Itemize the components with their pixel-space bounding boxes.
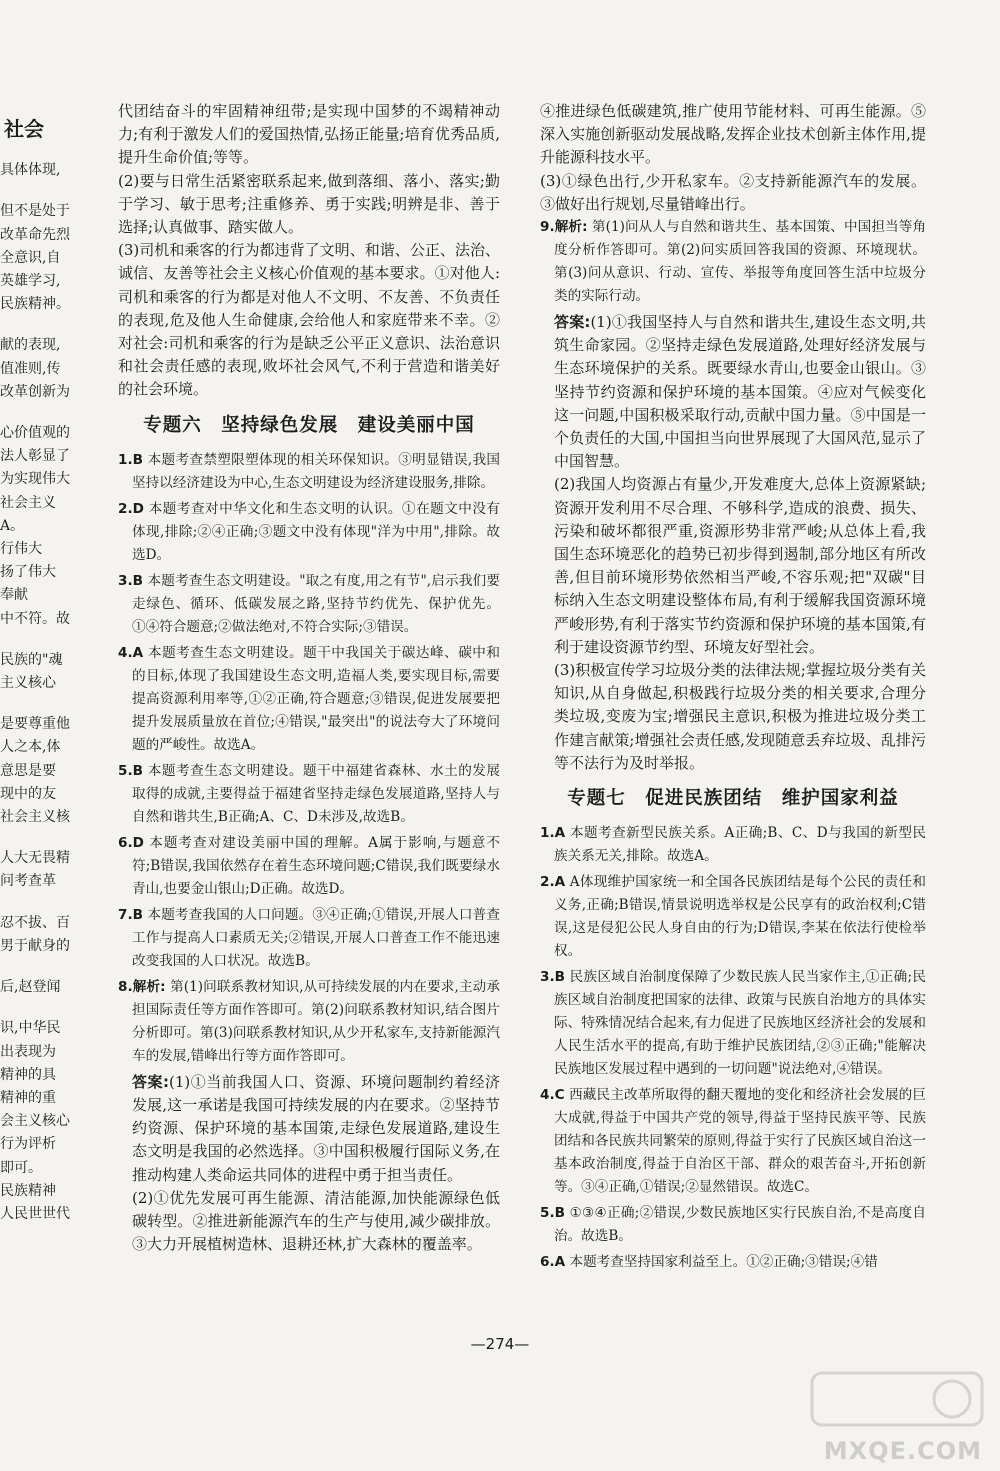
section-title: 专题七 促进民族团结 维护国家利益: [567, 788, 899, 810]
question-number: 9.解析:: [540, 219, 588, 236]
question-item: [118, 760, 500, 829]
question-text: 第(1)问从人与自然和谐共生、基本国策、中国担当等角度分析作答即可。第(2)问实质回答我国的资源、环境现状。第(3)问从意识、行动、宣传、举报等角度回答生活中垃圾分类的实际行动。: [554, 219, 926, 305]
fragment-line: 值准则,传: [0, 360, 61, 377]
fragment-line: 后,赵登闻: [0, 979, 61, 996]
question-item: [540, 822, 926, 868]
question-text: 本题考查禁塑限塑体现的相关环保知识。③明显错误,我国坚持以经济建设为中心,生态文明建设为经济建设服务,排除。: [132, 451, 500, 491]
question-text: 本题考查坚持国家利益至上。①②正确;③错误;④错: [569, 1254, 878, 1271]
fragment-line: 人之本,体: [0, 739, 61, 756]
fragment-line: [0, 695, 88, 713]
fragment-line: 出表现为: [0, 1043, 56, 1060]
fragment-line: 会主义核心: [0, 1113, 70, 1130]
answer-text: (2)①优先发展可再生能源、清洁能源,加快能源绿色低碳转型。②推进新能源汽车的生产与使用,减少碳排放。③大力开展植树造林、退耕还林,扩大森林的覆盖率。: [132, 1188, 500, 1254]
fragment-line: 主义核心: [0, 675, 56, 692]
question-number: 5.B: [118, 762, 143, 779]
fragment-line: 行为评析: [0, 1136, 56, 1153]
intro-paragraph: (3)司机和乘客的行为都违背了文明、和谐、公正、法治、诚信、友善等社会主义核心价值观的基本要求。①对他人:司机和乘客的行为都是对他人不文明、不友善、不负责任的表现,危及他人生命健康,会给他人和家庭带来不幸。②对社会:司机和乘客的行为是缺乏公平正义意识、法治意识和社会责任感的表现,败坏社会风气,不利于营造和谐美好的社会环境。: [118, 241, 500, 399]
question-item: [118, 449, 500, 495]
question-text: 本题考查生态文明建设。题干中福建省森林、水土的发展取得的成就,主要得益于福建省坚持走绿色发展道路,坚持人与自然和谐共生,B正确;A、C、D未涉及,故选B。: [132, 762, 500, 825]
question-number: 1.A: [540, 825, 566, 842]
left-fragment-lines: [0, 159, 88, 1226]
question-number: 7.B: [118, 906, 143, 923]
answer-label: 答案:: [132, 1072, 169, 1091]
fragment-line: 全意识,自: [0, 249, 61, 266]
fragment-line: [0, 316, 88, 334]
question-number: 2.A: [540, 874, 566, 891]
fragment-line: 民族精神。: [0, 296, 70, 313]
fragment-line: 社会主义: [0, 494, 56, 511]
answer-block: [540, 311, 926, 775]
question-item: [540, 1084, 926, 1199]
page-number: —274—: [470, 1335, 530, 1353]
question-number: 3.B: [118, 572, 143, 589]
fragment-line: 奉献: [0, 587, 28, 604]
fragment-line: 行伟大: [0, 541, 42, 558]
question-number: 4.A: [118, 644, 144, 661]
fragment-line: 具体体现,: [0, 162, 61, 179]
fragment-line: 民族的"魂: [0, 651, 63, 668]
watermark-logo-icon: [802, 1365, 992, 1435]
fragment-line: 但不是处于: [0, 203, 70, 220]
fragment-line: 中不符。故: [0, 610, 70, 627]
fragment-line: 改革创新为: [0, 383, 70, 400]
fragment-line: [0, 182, 88, 200]
fragment-line: 人大无畏精: [0, 850, 70, 867]
watermark: [802, 1365, 992, 1465]
question-text: ①③④正确;②错误,少数民族地区实行民族自治,不是高度自治。故选B。: [554, 1205, 926, 1245]
question-item: [118, 642, 500, 757]
answer-continuation: [540, 100, 926, 216]
question-number: 2.D: [118, 500, 144, 517]
fragment-line: 改革命先烈: [0, 226, 70, 243]
question-list: [118, 449, 500, 1068]
question-item: [118, 832, 500, 901]
intro-paragraph: (2)要与日常生活紧密联系起来,做到落细、落小、落实;勤于学习、敏于思考;注重修养、勇于实践;明辨是非、善于选择;认真做事、踏实做人。: [118, 171, 500, 237]
watermark-url: MXQE.COM: [823, 1437, 982, 1465]
answer-text: (3)①绿色出行,少开私家车。②支持新能源汽车的发展。③做好出行规划,尽量错峰出行。: [540, 171, 926, 213]
question-item: [118, 904, 500, 973]
answer-label: 答案:: [554, 313, 591, 332]
middle-column: [118, 100, 500, 1256]
fragment-line: 心价值观的: [0, 425, 70, 442]
question-number: 1.B: [118, 451, 143, 468]
fragment-line: [0, 404, 88, 422]
fragment-line: 即可。: [0, 1159, 42, 1176]
question-text: 本题考查对中华文化和生态文明的认识。①在题文中没有体现,排除;②④正确;③题文中没有体现"洋为中用",排除。故选D。: [132, 500, 501, 563]
fragment-line: 精神的重: [0, 1089, 56, 1106]
question-text: A体现维护国家统一和全国各民族团结是每个公民的责任和义务,正确;B错误,情景说明选举权是公民享有的政治权利;C错误,这是侵犯公民人身自由的行为;D错误,李某在依法行使检举权。: [554, 874, 926, 960]
question-number: 4.C: [540, 1087, 565, 1104]
fragment-line: 英雄学习,: [0, 273, 61, 290]
question-item: [118, 976, 500, 1068]
answer-text: ④推进绿色低碳建筑,推广使用节能材料、可再生能源。⑤深入实施创新驱动发展战略,发挥企业技术创新主体作用,提升能源科技水平。: [540, 102, 926, 167]
question-text: 第(1)问联系教材知识,从可持续发展的内在要求,主动承担国际责任等方面作答即可。第(2)问联系教材知识,结合图片分析即可。第(3)问联系教材知识,从少开私家车,支持新能源汽车的发展,错峰出行等方面作答即可。: [132, 978, 500, 1064]
fragment-line: 精神的具: [0, 1066, 56, 1083]
fragment-line: 民族精神: [0, 1182, 56, 1199]
fragment-line: A。: [0, 517, 25, 534]
fragment-line: 识,中华民: [0, 1020, 61, 1037]
fragment-line: 男于献身的: [0, 937, 70, 954]
fragment-line: [0, 894, 88, 912]
question-number: 5.B: [540, 1205, 565, 1222]
question-number: 8.解析:: [118, 978, 166, 995]
fragment-line: 现中的友: [0, 785, 56, 802]
fragment-line: [0, 999, 88, 1017]
fragment-line: [0, 631, 88, 649]
fragment-line: 法人彰显了: [0, 448, 70, 465]
section-title: 专题六 坚持绿色发展 建设美丽中国: [143, 414, 475, 436]
intro-paragraph: 代团结奋斗的牢固精神纽带;是实现中国梦的不竭精神动力;有利于激发人们的爱国热情,弘扬正能量;培育优秀品质,提升生命价值;等等。: [118, 102, 500, 167]
fragment-line: 意思是要: [0, 762, 56, 779]
fragment-line: 为实现伟大: [0, 471, 70, 488]
answer-text: (1)①当前我国人口、资源、环境问题制约着经济发展,这一承诺是我国可持续发展的内在要求。②坚持节约资源、保护环境的基本国策,走绿色发展道路,建设生态文明是我国的必然选择。③中国积极履行国际义务,在推动构建人类命运共同体的进程中勇于担当责任。: [132, 1072, 501, 1184]
question-text: 民族区域自治制度保障了少数民族人民当家作主,①正确;民族区域自治制度把国家的法律、政策与民族自治地方的具体实际、特殊情况结合起来,有力促进了民族地区经济社会的发展和人民生活水平的提高,有助于维护民族团结,②③正确;"能解决民族地区发展过程中遇到的一切问题"说法绝对,④错误。: [554, 969, 926, 1078]
fragment-line: 忍不拔、百: [0, 914, 70, 931]
fragment-line: 社会主义核: [0, 809, 70, 826]
fragment-line: 问考查革: [0, 873, 56, 890]
question-item: [540, 216, 926, 308]
question-list: [540, 822, 926, 1274]
fragment-line: 扬了伟大: [0, 564, 56, 581]
question-text: 西藏民主改革所取得的翻天覆地的变化和经济社会发展的巨大成就,得益于中国共产党的领导,得益于坚持民族平等、民族团结和各民族共同繁荣的原则,得益于实行了民族区域自治这一基本政治制度,得益于自治区干部、群众的艰苦奋斗,开拓创新等。③④正确,①错误;②显然错误。故选C。: [554, 1087, 926, 1196]
question-item: [540, 1202, 926, 1248]
question-text: 本题考查我国的人口问题。③④正确;①错误,开展人口普查工作与提高人口素质无关;②错误,开展人口普查工作不能迅速改变我国的人口状况。故选B。: [132, 906, 500, 969]
question-number: 3.B: [540, 969, 565, 986]
answer-text: (3)积极宣传学习垃圾分类的法律法规;掌握垃圾分类有关知识,从自身做起,积极践行垃圾分类的相关要求,合理分类垃圾,变废为宝;增强民主意识,积极为推进垃圾分类工作建言献策;增强社会责任感,发现随意丢弃垃圾、乱排污等不法行为及时举报。: [554, 661, 926, 772]
question-number: 6.A: [540, 1254, 566, 1271]
question-item: [540, 966, 926, 1081]
right-column: [540, 100, 926, 1277]
answer-block: [118, 1071, 500, 1257]
fragment-line: 献的表现,: [0, 337, 61, 354]
fragment-line: 是要尊重他: [0, 716, 70, 733]
fragment-line: [0, 958, 88, 976]
question-text: 本题考查生态文明建设。题干中我国关于碳达峰、碳中和的目标,体现了我国建设生态文明,造福人类,要实现目标,需要提高资源利用率等,①②正确,符合题意;③错误,促进发展要把提升发展质量放在首位;④错误,"最突出"的说法夸大了环境问题的严峻性。故选A。: [132, 644, 500, 753]
question-item: [118, 570, 500, 639]
fragment-line: 人民世世代: [0, 1205, 70, 1222]
question-text: 本题考查对建设美丽中国的理解。A属于影响,与题意不符;B错误,我国依然存在着生态环境问题;C错误,我们既要绿水青山,也要金山银山;D正确。故选D。: [132, 834, 500, 897]
question-item: [540, 1251, 926, 1274]
left-fragment-heading: 社会: [4, 117, 44, 141]
question-text: 本题考查新型民族关系。A正确;B、C、D与我国的新型民族关系无关,排除。故选A。: [554, 825, 926, 865]
left-fragment-column: [0, 100, 88, 1226]
question-number: 6.D: [118, 834, 144, 851]
answer-text: (1)①我国坚持人与自然和谐共生,建设生态文明,共筑生命家园。②坚持走绿色发展道路,处理好经济发展与生态环境保护的关系。既要绿水青山,也要金山银山。③坚持节约资源和保护环境的基本国策。④应对气候变化这一问题,中国积极采取行动,贡献中国力量。⑤中国是一个负责任的大国,中国担当向世界展现了大国风范,显示了中国智慧。: [554, 313, 926, 471]
answer-text: (2)我国人均资源占有量少,开发难度大,总体上资源紧缺;资源开发利用不尽合理、不够科学,造成的浪费、损失、污染和破坏都很严重,资源形势非常严峻;从总体上看,我国生态环境恶化的趋势已初步得到遏制,部分地区有所改善,但目前环境形势依然相当严峻,不容乐观;把"双碳"目标纳入生态文明建设整体布局,有利于缓解我国资源环境严峻形势,有利于落实节约资源和保护环境的基本国策,有利于建设资源节约型、环境友好型社会。: [554, 475, 926, 656]
question-item: [118, 498, 500, 567]
question-text: 本题考查生态文明建设。"取之有度,用之有节",启示我们要走绿色、循环、低碳发展之路,坚持节约优先、保护优先。①④符合题意;②做法绝对,不符合实际;③错误。: [132, 572, 500, 635]
question-item: [540, 871, 926, 963]
fragment-line: [0, 829, 88, 847]
